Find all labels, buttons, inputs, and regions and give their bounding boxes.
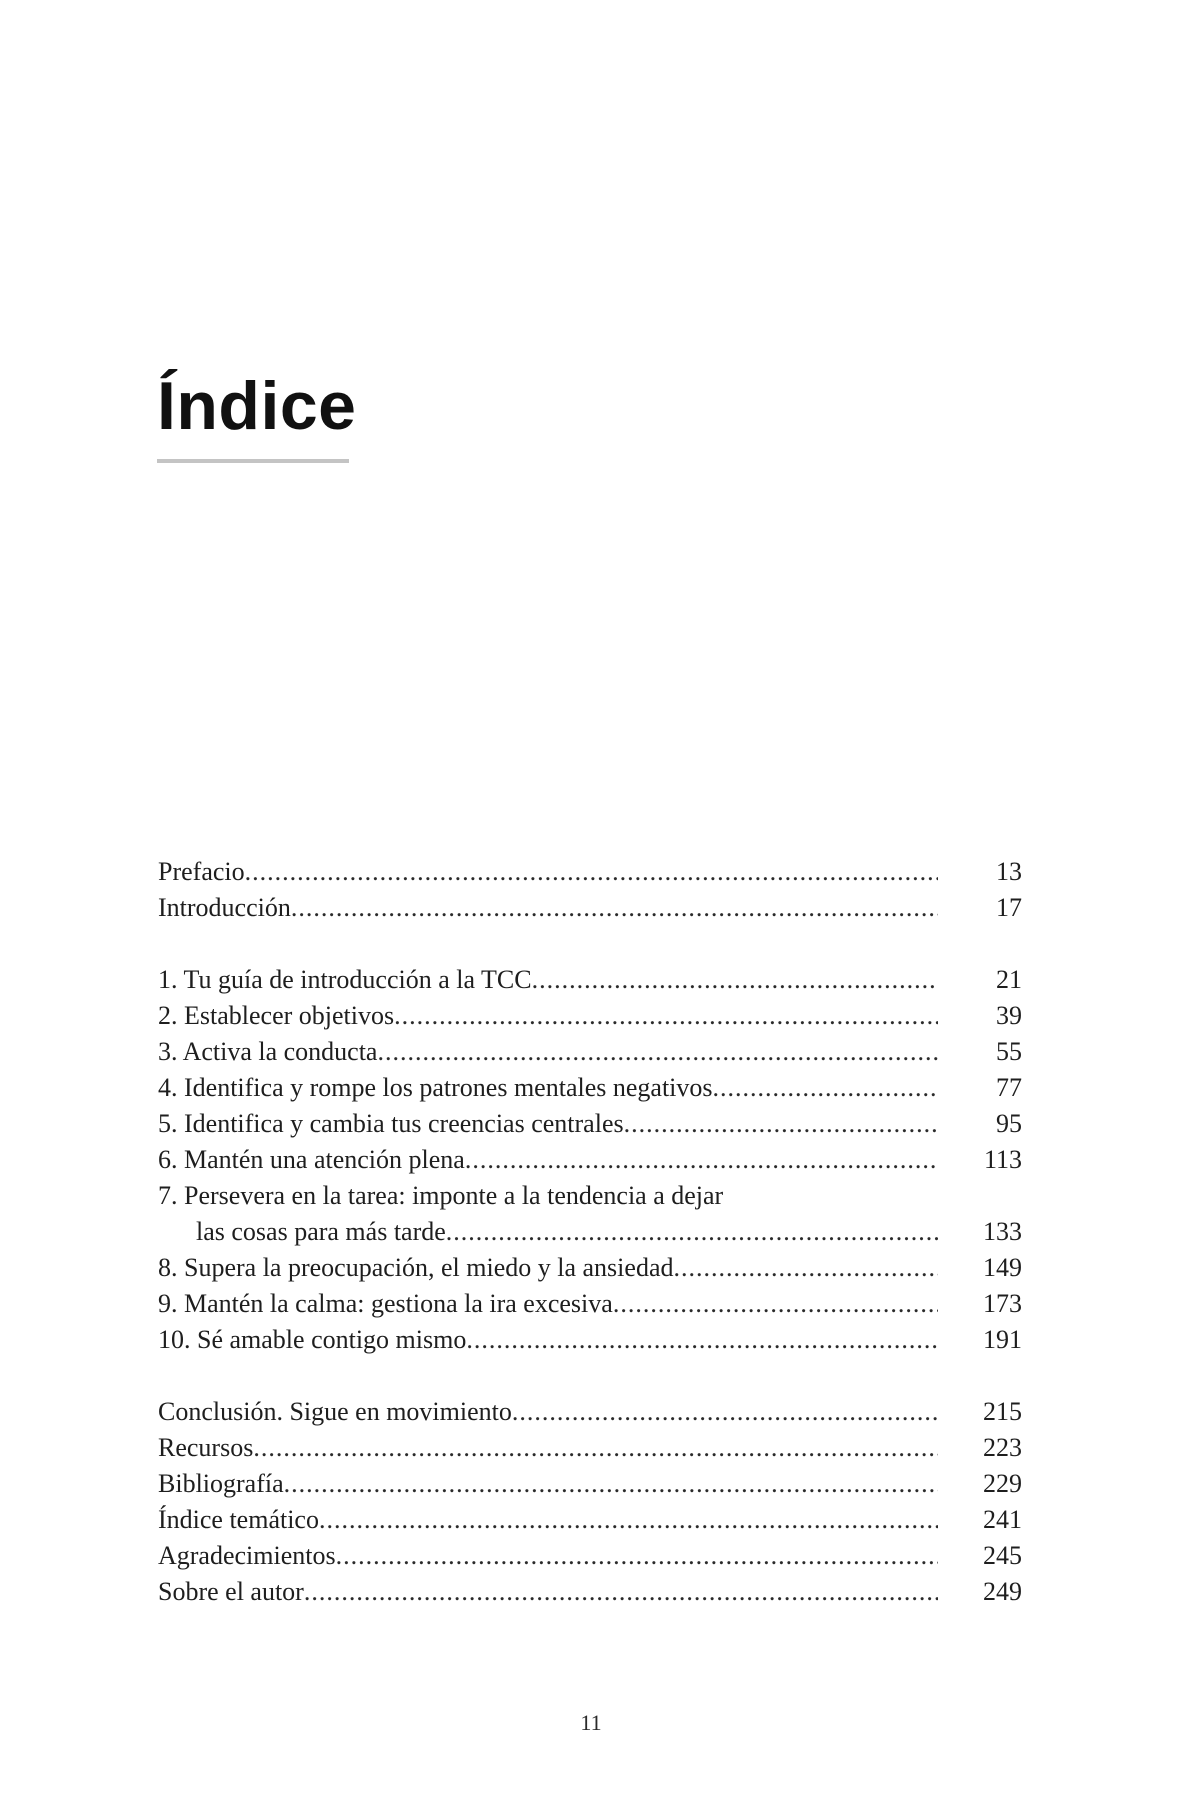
toc-entry-page: 55 bbox=[996, 1037, 1022, 1066]
toc-entry bbox=[158, 890, 1022, 926]
toc-entry-line bbox=[158, 998, 938, 1034]
toc-entry-line bbox=[158, 1394, 938, 1430]
toc-entry-label: 10. Sé amable contigo mismo bbox=[158, 1325, 467, 1354]
toc-entry bbox=[158, 1538, 1022, 1574]
toc-entry-continuation bbox=[158, 1214, 938, 1250]
toc-entry-label-continued: las cosas para más tarde bbox=[196, 1217, 446, 1246]
toc-entry bbox=[158, 1322, 1022, 1358]
toc-entry-line bbox=[158, 1322, 938, 1358]
toc-entry-label: Sobre el autor bbox=[158, 1577, 304, 1606]
toc-entry-page: 149 bbox=[983, 1253, 1022, 1282]
toc-entry-page: 241 bbox=[983, 1505, 1022, 1534]
dot-leader bbox=[377, 1034, 938, 1070]
toc-entry-label: 8. Supera la preocupación, el miedo y la ansiedad bbox=[158, 1253, 674, 1282]
toc-entry-page: 229 bbox=[983, 1469, 1022, 1498]
toc-entry-line bbox=[158, 1070, 938, 1106]
dot-leader bbox=[713, 1070, 938, 1106]
toc-entry-label: Índice temático bbox=[158, 1505, 319, 1534]
dot-leader bbox=[319, 1502, 938, 1538]
table-of-contents bbox=[158, 854, 1022, 1610]
dot-leader bbox=[304, 1574, 938, 1610]
toc-entry-page: 39 bbox=[996, 1001, 1022, 1030]
toc-entry-line bbox=[158, 962, 938, 998]
toc-group-back bbox=[158, 1394, 1022, 1610]
toc-entry-label: Bibliografía bbox=[158, 1469, 284, 1498]
toc-group-chapters bbox=[158, 962, 1022, 1358]
toc-entry bbox=[158, 1466, 1022, 1502]
toc-entry-page: 223 bbox=[983, 1433, 1022, 1462]
toc-entry-label: Agradecimientos bbox=[158, 1541, 336, 1570]
toc-entry bbox=[158, 1574, 1022, 1610]
toc-entry bbox=[158, 1142, 1022, 1178]
toc-entry-label: 9. Mantén la calma: gestiona la ira excesiva bbox=[158, 1289, 613, 1318]
toc-entry bbox=[158, 1250, 1022, 1286]
dot-leader bbox=[291, 890, 938, 926]
toc-entry-page: 17 bbox=[996, 893, 1022, 922]
toc-entry-label: Conclusión. Sigue en movimiento bbox=[158, 1397, 512, 1426]
toc-entry bbox=[158, 1394, 1022, 1430]
toc-entry-line bbox=[158, 1250, 938, 1286]
toc-entry-line bbox=[158, 1142, 938, 1178]
dot-leader bbox=[394, 998, 938, 1034]
dot-leader bbox=[624, 1106, 938, 1142]
toc-entry bbox=[158, 1106, 1022, 1142]
toc-entry-page: 191 bbox=[983, 1325, 1022, 1354]
toc-entry-page: 13 bbox=[996, 857, 1022, 886]
toc-entry-label: 2. Establecer objetivos bbox=[158, 1001, 395, 1030]
dot-leader bbox=[446, 1214, 938, 1250]
toc-entry bbox=[158, 1430, 1022, 1466]
toc-entry-page: 133 bbox=[983, 1217, 1022, 1246]
toc-entry-label: 3. Activa la conducta bbox=[158, 1037, 378, 1066]
toc-entry-label: 6. Mantén una atención plena bbox=[158, 1145, 465, 1174]
toc-entry bbox=[158, 854, 1022, 890]
toc-entry-line bbox=[158, 1430, 938, 1466]
toc-entry bbox=[158, 1034, 1022, 1070]
dot-leader bbox=[253, 1430, 938, 1466]
toc-entry-page: 245 bbox=[983, 1541, 1022, 1570]
toc-entry-label: 1. Tu guía de introducción a la TCC bbox=[158, 965, 532, 994]
page-number: 11 bbox=[580, 1710, 602, 1735]
toc-entry-label: 4. Identifica y rompe los patrones mentales negativos bbox=[158, 1073, 713, 1102]
dot-leader bbox=[532, 962, 938, 998]
toc-entry bbox=[158, 1286, 1022, 1322]
toc-entry-page: 215 bbox=[983, 1397, 1022, 1426]
toc-entry-line bbox=[158, 854, 938, 890]
dot-leader bbox=[465, 1142, 938, 1178]
toc-entry-label: Recursos bbox=[158, 1433, 254, 1462]
toc-entry-page: 113 bbox=[983, 1145, 1022, 1174]
dot-leader bbox=[673, 1250, 938, 1286]
dot-leader bbox=[284, 1466, 938, 1502]
dot-leader bbox=[613, 1286, 938, 1322]
toc-group-front bbox=[158, 854, 1022, 926]
toc-entry-line bbox=[158, 1574, 938, 1610]
toc-entry-label: 5. Identifica y cambia tus creencias centrales bbox=[158, 1109, 624, 1138]
title-underline bbox=[157, 459, 349, 463]
toc-entry bbox=[158, 962, 1022, 998]
toc-entry-line bbox=[158, 890, 938, 926]
toc-entry bbox=[158, 1178, 1022, 1250]
toc-entry-page: 77 bbox=[996, 1073, 1022, 1102]
dot-leader bbox=[466, 1322, 938, 1358]
toc-entry-page: 249 bbox=[983, 1577, 1022, 1606]
toc-entry-label: Prefacio bbox=[158, 857, 245, 886]
dot-leader bbox=[336, 1538, 938, 1574]
dot-leader bbox=[245, 854, 938, 890]
dot-leader bbox=[512, 1394, 938, 1430]
toc-entry-line bbox=[158, 1106, 938, 1142]
toc-entry-line bbox=[158, 1466, 938, 1502]
page-title: Índice bbox=[157, 368, 357, 444]
toc-entry-label: Introducción bbox=[158, 893, 291, 922]
toc-entry bbox=[158, 998, 1022, 1034]
toc-entry bbox=[158, 1502, 1022, 1538]
toc-entry-line bbox=[158, 1034, 938, 1070]
toc-entry-label: 7. Persevera en la tarea: imponte a la tendencia a dejar bbox=[158, 1181, 724, 1210]
toc-entry-page: 21 bbox=[996, 965, 1022, 994]
toc-entry-line bbox=[158, 1538, 938, 1574]
toc-entry-page: 95 bbox=[996, 1109, 1022, 1138]
toc-entry-page: 173 bbox=[983, 1289, 1022, 1318]
toc-entry bbox=[158, 1070, 1022, 1106]
toc-entry-line bbox=[158, 1286, 938, 1322]
toc-entry-line bbox=[158, 1502, 938, 1538]
